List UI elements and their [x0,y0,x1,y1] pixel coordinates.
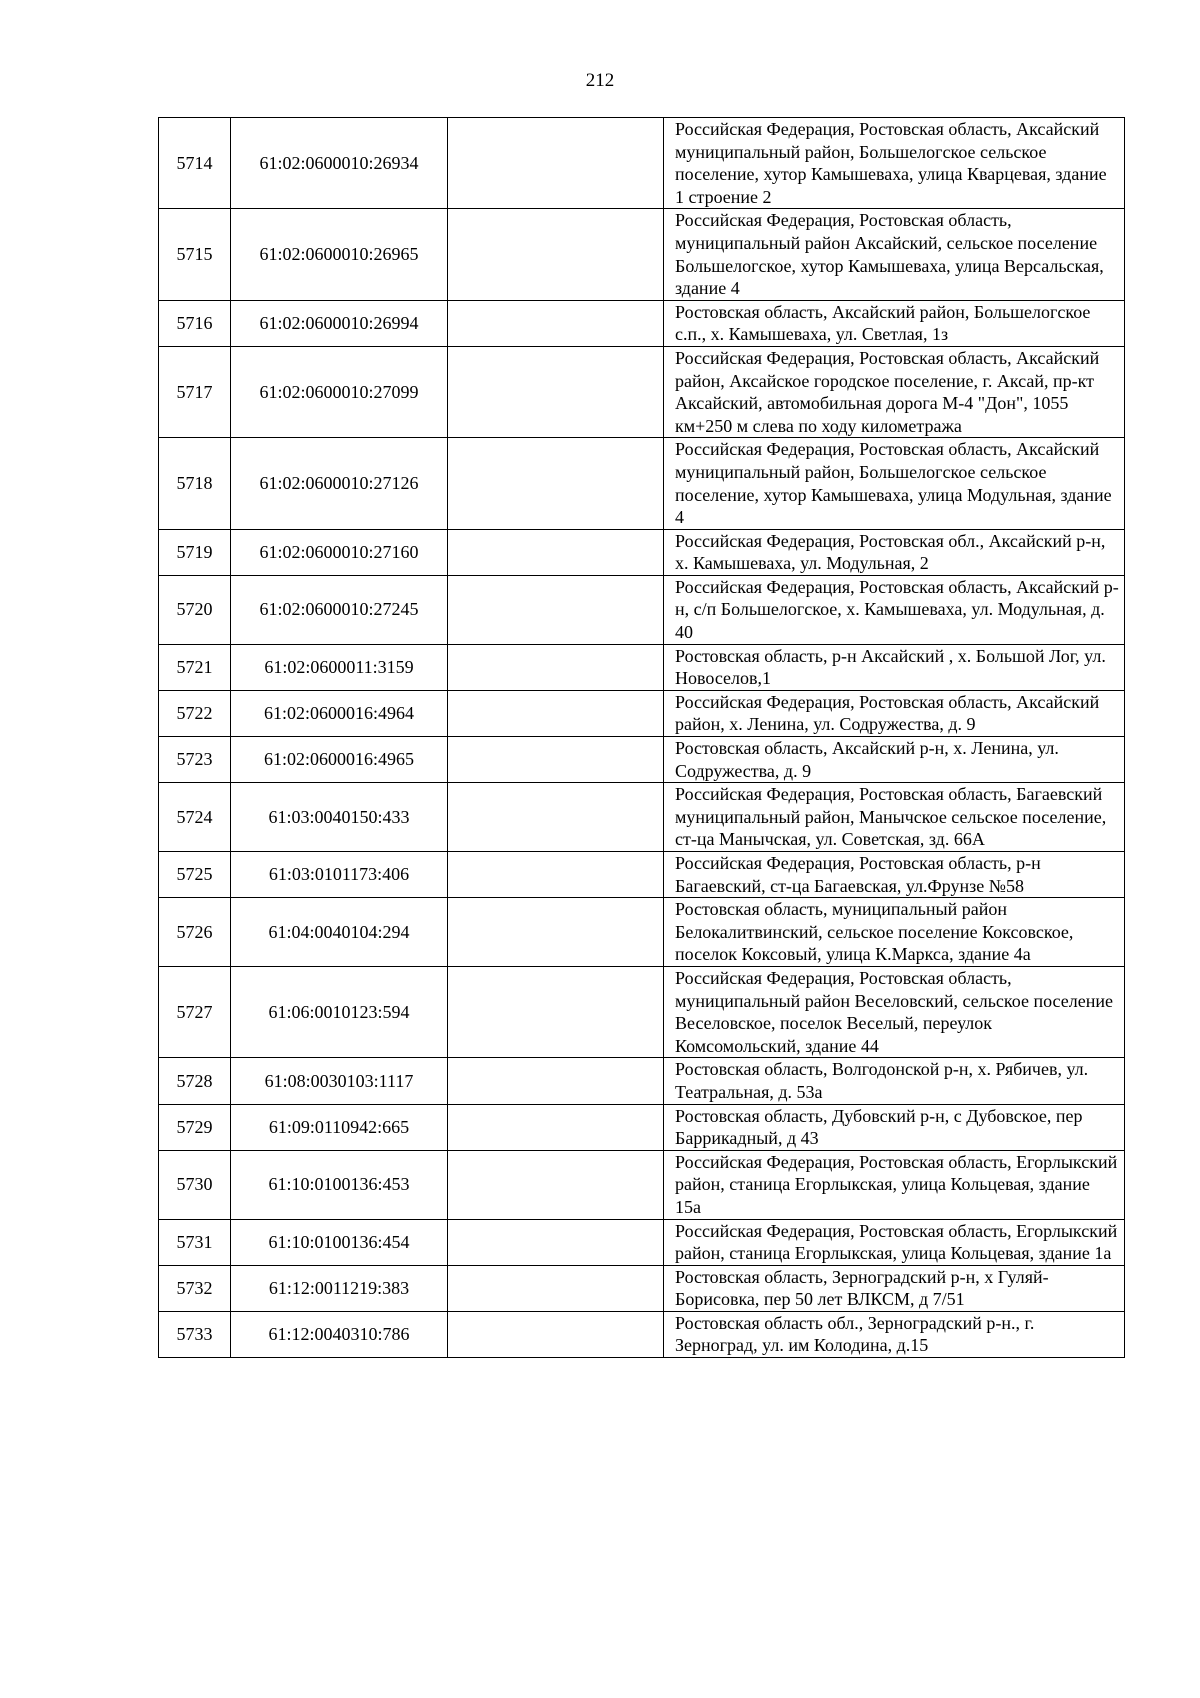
row-number-cell: 5716 [159,300,231,346]
table-row [159,783,1125,852]
row-number-cell: 5720 [159,575,231,644]
row-number-cell: 5714 [159,118,231,209]
address-cell: Российская Федерация, Ростовская область, Аксайский район, х. Ленина, ул. Содружества, д. 9 [664,690,1125,736]
row-number-cell: 5723 [159,737,231,783]
table-row [159,1311,1125,1357]
address-cell: Ростовская область, Аксайский р-н, х. Ленина, ул. Содружества, д. 9 [664,737,1125,783]
empty-cell [448,1265,664,1311]
empty-cell [448,783,664,852]
row-number-cell: 5724 [159,783,231,852]
address-cell: Российская Федерация, Ростовская область, муниципальный район Веселовский, сельское поселение Веселовское, поселок Веселый, переулок Комсомольский, здание 44 [664,966,1125,1057]
empty-cell [448,737,664,783]
address-cell: Российская Федерация, Ростовская область, Аксайский район, Аксайское городское поселение, г. Аксай, пр-кт Аксайский, автомобильная дорога М-4 "Дон", 1055 км+250 м слева по ходу километража [664,346,1125,437]
empty-cell [448,1150,664,1219]
address-cell: Ростовская область обл., Зерноградский р-н., г. Зерноград, ул. им Колодина, д.15 [664,1311,1125,1357]
address-cell: Российская Федерация, Ростовская область, муниципальный район Аксайский, сельское поселение Большелогское, хутор Камышеваха, улица Версальская, здание 4 [664,209,1125,300]
address-cell: Российская Федерация, Ростовская область, Аксайский р-н, с/п Большелогское, х. Камышеваха, ул. Модульная, д. 40 [664,575,1125,644]
table-row [159,1104,1125,1150]
empty-cell [448,690,664,736]
address-cell: Ростовская область, Волгодонской р-н, х. Рябичев, ул. Театральная, д. 53а [664,1058,1125,1104]
table-row [159,966,1125,1057]
address-cell: Российская Федерация, Ростовская область, Багаевский муниципальный район, Манычское сельское поселение, ст-ца Манычская, ул. Советская, зд. 66А [664,783,1125,852]
table-row [159,898,1125,967]
address-cell: Ростовская область, муниципальный район Белокалитвинский, сельское поселение Коксовское, поселок Коксовый, улица К.Маркса, здание 4а [664,898,1125,967]
row-number-cell: 5718 [159,438,231,529]
cadastral-number-cell: 61:02:0600010:26994 [231,300,448,346]
empty-cell [448,644,664,690]
page-number: 212 [585,70,615,91]
row-number-cell: 5722 [159,690,231,736]
cadastral-number-cell: 61:10:0100136:453 [231,1150,448,1219]
empty-cell [448,118,664,209]
table-row [159,737,1125,783]
cadastral-number-cell: 61:04:0040104:294 [231,898,448,967]
empty-cell [448,529,664,575]
row-number-cell: 5732 [159,1265,231,1311]
table-row [159,644,1125,690]
empty-cell [448,575,664,644]
table-row [159,1265,1125,1311]
address-cell: Российская Федерация, Ростовская область, Аксайский муниципальный район, Большелогское сельское поселение, хутор Камышеваха, улица Модульная, здание 4 [664,438,1125,529]
table-row [159,1058,1125,1104]
row-number-cell: 5715 [159,209,231,300]
address-cell: Ростовская область, Дубовский р-н, с Дубовское, пер Баррикадный, д 43 [664,1104,1125,1150]
cadastral-number-cell: 61:12:0040310:786 [231,1311,448,1357]
address-cell: Ростовская область, Аксайский район, Большелогское с.п., х. Камышеваха, ул. Светлая, 1з [664,300,1125,346]
cadastral-number-cell: 61:02:0600010:26934 [231,118,448,209]
empty-cell [448,209,664,300]
table-row [159,438,1125,529]
address-cell: Ростовская область, р-н Аксайский , х. Большой Лог, ул. Новоселов,1 [664,644,1125,690]
row-number-cell: 5733 [159,1311,231,1357]
empty-cell [448,898,664,967]
cadastral-number-cell: 61:06:0010123:594 [231,966,448,1057]
address-cell: Российская Федерация, Ростовская область, Аксайский муниципальный район, Большелогское сельское поселение, хутор Камышеваха, улица Кварцевая, здание 1 строение 2 [664,118,1125,209]
empty-cell [448,300,664,346]
table-row [159,1150,1125,1219]
row-number-cell: 5725 [159,852,231,898]
empty-cell [448,346,664,437]
table-row [159,529,1125,575]
row-number-cell: 5726 [159,898,231,967]
cadastral-number-cell: 61:02:0600010:27126 [231,438,448,529]
row-number-cell: 5721 [159,644,231,690]
cadastral-number-cell: 61:02:0600010:27160 [231,529,448,575]
row-number-cell: 5729 [159,1104,231,1150]
address-cell: Российская Федерация, Ростовская область, Егорлыкский район, станица Егорлыкская, улица Кольцевая, здание 15а [664,1150,1125,1219]
empty-cell [448,1219,664,1265]
cadastral-number-cell: 61:03:0040150:433 [231,783,448,852]
table-row [159,690,1125,736]
cadastral-number-cell: 61:02:0600010:27245 [231,575,448,644]
cadastral-number-cell: 61:09:0110942:665 [231,1104,448,1150]
cadastral-number-cell: 61:12:0011219:383 [231,1265,448,1311]
table-row [159,300,1125,346]
table-row [159,346,1125,437]
empty-cell [448,1058,664,1104]
table-row [159,575,1125,644]
table-row [159,118,1125,209]
property-registry-table [158,117,1125,1358]
row-number-cell: 5727 [159,966,231,1057]
address-cell: Ростовская область, Зерноградский р-н, х Гуляй-Борисовка, пер 50 лет ВЛКСМ, д 7/51 [664,1265,1125,1311]
cadastral-number-cell: 61:03:0101173:406 [231,852,448,898]
row-number-cell: 5731 [159,1219,231,1265]
table-row [159,209,1125,300]
table-row [159,1219,1125,1265]
cadastral-number-cell: 61:02:0600016:4964 [231,690,448,736]
row-number-cell: 5719 [159,529,231,575]
row-number-cell: 5717 [159,346,231,437]
cadastral-number-cell: 61:02:0600010:26965 [231,209,448,300]
cadastral-number-cell: 61:02:0600016:4965 [231,737,448,783]
cadastral-number-cell: 61:02:0600010:27099 [231,346,448,437]
row-number-cell: 5728 [159,1058,231,1104]
table-body [159,118,1125,1358]
row-number-cell: 5730 [159,1150,231,1219]
address-cell: Российская Федерация, Ростовская область, р-н Багаевский, ст-ца Багаевская, ул.Фрунзе №58 [664,852,1125,898]
empty-cell [448,966,664,1057]
empty-cell [448,1311,664,1357]
empty-cell [448,852,664,898]
address-cell: Российская Федерация, Ростовская область, Егорлыкский район, станица Егорлыкская, улица Кольцевая, здание 1а [664,1219,1125,1265]
empty-cell [448,1104,664,1150]
table-row [159,852,1125,898]
cadastral-number-cell: 61:08:0030103:1117 [231,1058,448,1104]
cadastral-number-cell: 61:10:0100136:454 [231,1219,448,1265]
address-cell: Российская Федерация, Ростовская обл., Аксайский р-н, х. Камышеваха, ул. Модульная, 2 [664,529,1125,575]
empty-cell [448,438,664,529]
cadastral-number-cell: 61:02:0600011:3159 [231,644,448,690]
